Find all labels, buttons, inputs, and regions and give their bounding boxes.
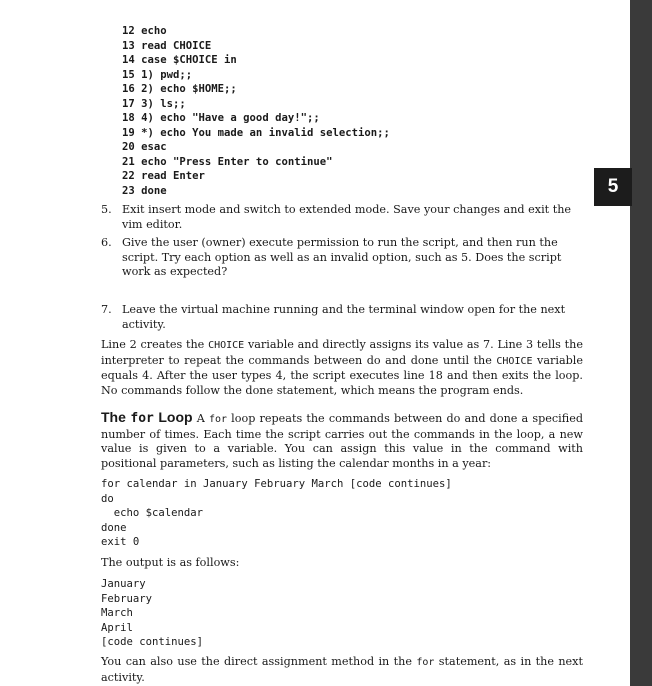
step-7 xyxy=(101,303,583,332)
code-line: do xyxy=(101,492,114,505)
code-line: exit 0 xyxy=(101,536,140,548)
output-line: February xyxy=(101,592,153,605)
code-line: 16 2) echo $HOME;; xyxy=(122,83,237,95)
script-code-listing xyxy=(122,24,390,198)
code-line: echo $calendar xyxy=(101,507,204,519)
for-loop-code-block xyxy=(101,477,452,550)
output-line: January xyxy=(101,578,146,590)
code-line: 22 read Enter xyxy=(122,170,205,182)
code-line: 18 4) echo "Have a good day!";; xyxy=(122,112,320,124)
code-line: 21 echo "Press Enter to continue" xyxy=(122,155,333,168)
while-loop-explanation xyxy=(101,338,583,398)
code-line: 15 1) pwd;; xyxy=(122,68,193,81)
output-line: April xyxy=(101,621,133,634)
output-line: [code continues] xyxy=(101,636,204,648)
step-6 xyxy=(101,236,583,280)
step-text: Leave the virtual machine running and the terminal window open for the next activity. xyxy=(122,303,566,331)
step-number: 7. xyxy=(101,303,112,316)
code-line: 23 done xyxy=(122,184,167,197)
text-run: A xyxy=(192,412,209,425)
heading-text: The xyxy=(101,409,131,425)
code-line: 19 *) echo You made an invalid selection;; xyxy=(122,126,390,139)
text-run: variable equals 4. After the user types 4, the script executes line 18 and then exits the loop. No commands follow the done statement, which means the program ends. xyxy=(101,353,583,397)
text-run: Line 2 creates the xyxy=(101,338,209,351)
code-line: 12 echo xyxy=(122,25,167,37)
code-line: 14 case $CHOICE in xyxy=(122,54,237,66)
inline-code: for xyxy=(208,414,228,425)
step-number: 6. xyxy=(101,236,112,249)
code-line: done xyxy=(101,521,127,534)
step-text: Exit insert mode and switch to extended mode. Save your changes and exit the vim editor. xyxy=(122,203,572,231)
closing-paragraph xyxy=(101,655,583,685)
running-header xyxy=(478,0,548,3)
chapter-tab: 5 xyxy=(594,168,632,206)
code-line: 13 read CHOICE xyxy=(122,39,212,52)
output-code-block xyxy=(101,577,203,650)
text-run: You can also use the direct assignment method in the xyxy=(101,655,417,668)
text-run: variable and directly assigns its value as 7. Line 3 tells the interpreter to repeat the commands between do and done until the xyxy=(101,338,583,367)
text-run: loop repeats the commands between do and done a specified number of times. Each time the script carries out the commands in the loop, a new value is given to a variable. You can assign this value in the command with positional parameters, such as listing the calendar months in a year: xyxy=(101,412,583,470)
inline-code: for xyxy=(416,657,435,668)
code-line: for calendar in January February March [code continues] xyxy=(101,478,452,490)
output-intro: The output is as follows: xyxy=(101,556,240,569)
inline-code: CHOICE xyxy=(208,340,245,351)
inline-code: CHOICE xyxy=(496,355,533,367)
step-text: Give the user (owner) execute permission to run the script, and then run the script. Try each option as well as an invalid option, such as 5. Does the script work as expected? xyxy=(122,236,562,278)
for-loop-section xyxy=(101,410,583,471)
step-number: 5. xyxy=(101,203,112,216)
section-heading xyxy=(101,409,193,425)
text-run: statement, as in the next activity. xyxy=(101,655,583,684)
heading-code: for xyxy=(130,411,154,426)
heading-text: Loop xyxy=(153,409,193,425)
code-line: 17 3) ls;; xyxy=(122,97,186,110)
code-line: 20 esac xyxy=(122,141,167,153)
output-line: March xyxy=(101,607,133,619)
step-5 xyxy=(101,203,583,232)
page-edge-bar xyxy=(630,0,652,686)
